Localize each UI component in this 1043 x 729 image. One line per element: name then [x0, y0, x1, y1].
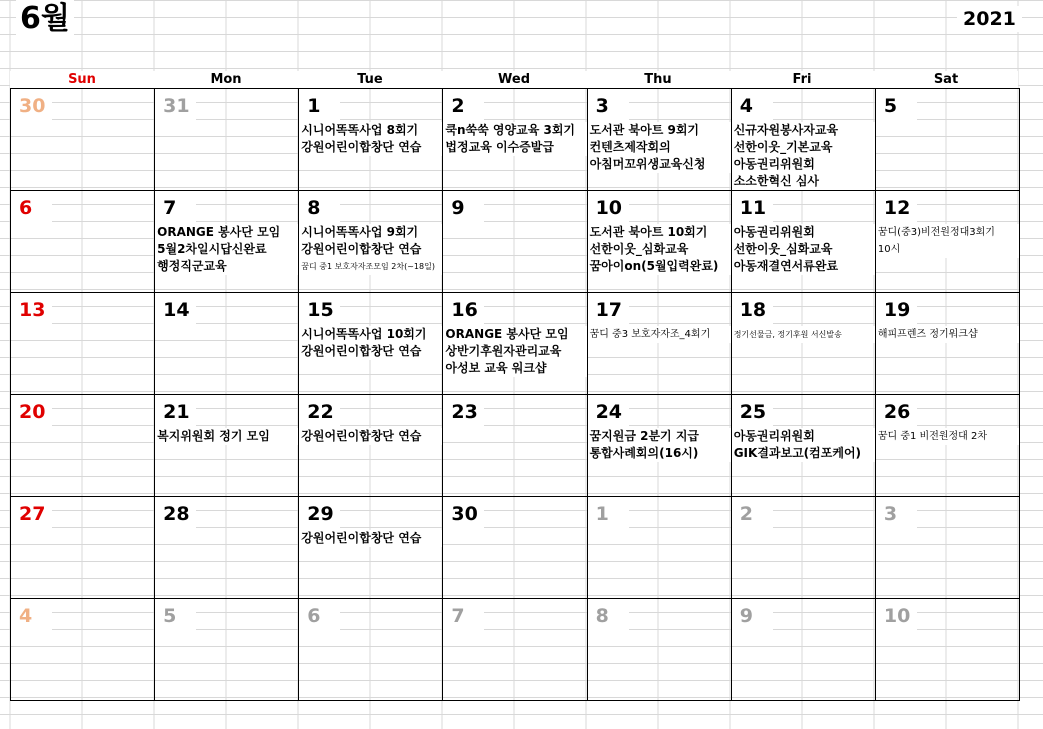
event-item[interactable]: 꿈아이on(5월입력완료) — [588, 258, 731, 275]
event-list — [299, 530, 442, 547]
day-cell-w3-tue[interactable] — [299, 293, 443, 395]
day-number: 28 — [155, 497, 196, 529]
day-number: 11 — [732, 191, 773, 223]
event-list — [443, 122, 586, 156]
weekday-tue: Tue — [298, 71, 442, 88]
event-list — [155, 428, 298, 445]
day-cell-w1-wed[interactable] — [443, 89, 587, 191]
day-number: 15 — [299, 293, 340, 325]
day-number: 4 — [732, 89, 773, 121]
day-cell-w2-sat[interactable] — [876, 191, 1020, 293]
day-cell-w3-mon[interactable] — [155, 293, 299, 395]
day-number: 1 — [588, 497, 629, 529]
event-list — [876, 326, 1019, 343]
event-item[interactable]: 시니어똑똑사업 8회기 — [299, 122, 442, 139]
event-item[interactable]: GIK결과보고(컴포케어) — [732, 445, 875, 462]
day-cell-w2-sun[interactable] — [11, 191, 155, 293]
day-cell-w5-fri[interactable] — [732, 497, 876, 599]
day-number: 21 — [155, 395, 196, 427]
event-item[interactable]: 복지위원회 정기 모임 — [155, 428, 298, 445]
event-item[interactable]: 쿡n쑥쑥 영양교육 3회기 — [443, 122, 586, 139]
event-list — [588, 122, 731, 173]
day-number: 3 — [588, 89, 629, 121]
day-number: 18 — [732, 293, 773, 325]
event-list — [732, 224, 875, 275]
event-item[interactable]: 강원어린이합창단 연습 — [299, 530, 442, 547]
event-item[interactable]: 꿈디 중3 보호자자조_4회기 — [588, 326, 731, 343]
day-number: 6 — [11, 191, 52, 223]
day-number: 16 — [443, 293, 484, 325]
event-item[interactable]: 해피프렌즈 정기워크샵 — [876, 326, 1019, 343]
event-list — [876, 428, 1019, 445]
day-number: 27 — [11, 497, 52, 529]
day-number: 7 — [155, 191, 196, 223]
day-number: 9 — [732, 599, 773, 631]
event-item[interactable]: 아동권리위원회 — [732, 156, 875, 173]
event-item[interactable]: 법정교육 이수증발급 — [443, 139, 586, 156]
event-item[interactable]: 강원어린이합창단 연습 — [299, 139, 442, 156]
day-cell-w5-sat[interactable] — [876, 497, 1020, 599]
event-list — [588, 428, 731, 462]
day-cell-w2-fri[interactable] — [732, 191, 876, 293]
day-number: 20 — [11, 395, 52, 427]
day-cell-w5-tue[interactable] — [299, 497, 443, 599]
day-number: 5 — [876, 89, 917, 121]
day-number: 7 — [443, 599, 484, 631]
day-cell-w4-tue[interactable] — [299, 395, 443, 497]
event-item[interactable]: 꿈디(중3)비전원정대3회기 — [876, 224, 1019, 241]
day-cell-w4-fri[interactable] — [732, 395, 876, 497]
day-number: 6 — [299, 599, 340, 631]
day-cell-w5-sun[interactable] — [11, 497, 155, 599]
day-number: 26 — [876, 395, 917, 427]
day-cell-w4-sun[interactable] — [11, 395, 155, 497]
day-cell-w1-tue[interactable] — [299, 89, 443, 191]
day-number: 8 — [588, 599, 629, 631]
day-cell-w6-fri[interactable] — [732, 599, 876, 701]
day-number: 5 — [155, 599, 196, 631]
day-number: 22 — [299, 395, 340, 427]
weekday-sun: Sun — [10, 71, 154, 88]
event-item[interactable]: 꿈지원금 2분기 지급 — [588, 428, 731, 445]
weekday-thu: Thu — [586, 71, 730, 88]
day-cell-w3-thu[interactable] — [588, 293, 732, 395]
day-cell-w2-wed[interactable] — [443, 191, 587, 293]
day-number: 10 — [588, 191, 629, 223]
day-cell-w5-wed[interactable] — [443, 497, 587, 599]
event-item[interactable]: 강원어린이합창단 연습 — [299, 343, 442, 360]
day-number: 4 — [11, 599, 52, 631]
day-cell-w2-tue[interactable] — [299, 191, 443, 293]
day-number: 17 — [588, 293, 629, 325]
day-number: 19 — [876, 293, 917, 325]
event-item[interactable]: 꿈디 중1 보호자자조모임 2차(~18일) — [299, 258, 442, 275]
day-number: 14 — [155, 293, 196, 325]
day-cell-w1-thu[interactable] — [588, 89, 732, 191]
day-cell-w6-tue[interactable] — [299, 599, 443, 701]
calendar-grid — [10, 88, 1020, 701]
event-list — [732, 428, 875, 462]
event-item[interactable]: 소소한혁신 심사 — [732, 173, 875, 190]
event-item[interactable]: 신규자원봉사자교육 — [732, 122, 875, 139]
event-item[interactable]: 꿈디 중1 비전원정대 2차 — [876, 428, 1019, 445]
day-number: 8 — [299, 191, 340, 223]
event-item[interactable]: 정기선물금, 정기후원 서신발송 — [732, 326, 875, 343]
day-cell-w3-fri[interactable] — [732, 293, 876, 395]
event-item[interactable]: 선한이웃_심화교육 — [588, 241, 731, 258]
day-number: 2 — [443, 89, 484, 121]
event-item[interactable]: 시니어똑똑사업 10회기 — [299, 326, 442, 343]
event-item[interactable]: 통합사례회의(16시) — [588, 445, 731, 462]
weekday-mon: Mon — [154, 71, 298, 88]
event-list — [588, 326, 731, 343]
weekday-header — [10, 71, 1019, 88]
event-list — [732, 122, 875, 190]
day-cell-w6-mon[interactable] — [155, 599, 299, 701]
event-list — [443, 326, 586, 377]
day-number: 23 — [443, 395, 484, 427]
day-number: 29 — [299, 497, 340, 529]
event-item[interactable]: 선한이웃_기본교육 — [732, 139, 875, 156]
month-title: 6월 — [16, 0, 74, 38]
day-cell-w4-wed[interactable] — [443, 395, 587, 497]
event-item[interactable]: 아성보 교육 워크샵 — [443, 360, 586, 377]
weekday-sat: Sat — [874, 71, 1018, 88]
day-number: 10 — [876, 599, 917, 631]
weekday-fri: Fri — [730, 71, 874, 88]
weekday-wed: Wed — [442, 71, 586, 88]
event-list — [588, 224, 731, 275]
event-item[interactable]: 아동권리위원회 — [732, 224, 875, 241]
day-cell-w4-mon[interactable] — [155, 395, 299, 497]
day-number: 31 — [155, 89, 196, 121]
event-item[interactable]: 아동권리위원회 — [732, 428, 875, 445]
event-item[interactable]: ORANGE 봉사단 모임 — [155, 224, 298, 241]
event-list — [876, 224, 1019, 258]
day-number: 3 — [876, 497, 917, 529]
event-item[interactable]: ORANGE 봉사단 모임 — [443, 326, 586, 343]
event-item[interactable]: 도서관 북아트 10회기 — [588, 224, 731, 241]
day-number: 12 — [876, 191, 917, 223]
day-cell-w6-sun[interactable] — [11, 599, 155, 701]
day-number: 9 — [443, 191, 484, 223]
day-cell-w5-thu[interactable] — [588, 497, 732, 599]
day-cell-w1-fri[interactable] — [732, 89, 876, 191]
day-cell-w6-sat[interactable] — [876, 599, 1020, 701]
event-list — [299, 326, 442, 360]
day-cell-w4-sat[interactable] — [876, 395, 1020, 497]
event-item[interactable]: 아동재결연서류완료 — [732, 258, 875, 275]
day-cell-w2-mon[interactable] — [155, 191, 299, 293]
day-cell-w6-thu[interactable] — [588, 599, 732, 701]
day-number: 30 — [443, 497, 484, 529]
event-item[interactable]: 선한이웃_심화교육 — [732, 241, 875, 258]
event-list — [299, 224, 442, 275]
day-cell-w5-mon[interactable] — [155, 497, 299, 599]
day-cell-w1-sat[interactable] — [876, 89, 1020, 191]
day-number: 30 — [11, 89, 52, 121]
day-cell-w4-thu[interactable] — [588, 395, 732, 497]
day-cell-w3-sun[interactable] — [11, 293, 155, 395]
event-item[interactable]: 도서관 북아트 9회기 — [588, 122, 731, 139]
day-cell-w3-wed[interactable] — [443, 293, 587, 395]
event-item[interactable]: 강원어린이합창단 연습 — [299, 241, 442, 258]
year-label: 2021 — [957, 6, 1022, 32]
day-cell-w3-sat[interactable] — [876, 293, 1020, 395]
day-cell-w1-sun[interactable] — [11, 89, 155, 191]
day-cell-w2-thu[interactable] — [588, 191, 732, 293]
event-item[interactable]: 강원어린이합창단 연습 — [299, 428, 442, 445]
event-list — [155, 224, 298, 275]
event-list — [732, 326, 875, 343]
event-item[interactable]: 아침머꼬위생교육신청 — [588, 156, 731, 173]
event-item[interactable]: 5월2차일시답신완료 — [155, 241, 298, 258]
event-list — [299, 122, 442, 156]
event-item[interactable]: 시니어똑똑사업 9회기 — [299, 224, 442, 241]
event-item[interactable]: 상반기후원자관리교육 — [443, 343, 586, 360]
day-number: 24 — [588, 395, 629, 427]
day-number: 13 — [11, 293, 52, 325]
event-item[interactable]: 행정직군교육 — [155, 258, 298, 275]
day-cell-w1-mon[interactable] — [155, 89, 299, 191]
day-cell-w6-wed[interactable] — [443, 599, 587, 701]
day-number: 25 — [732, 395, 773, 427]
event-list — [299, 428, 442, 445]
event-item[interactable]: 컨텐츠제작회의 — [588, 139, 731, 156]
day-number: 2 — [732, 497, 773, 529]
event-item[interactable]: 10시 — [876, 241, 1019, 258]
day-number: 1 — [299, 89, 340, 121]
